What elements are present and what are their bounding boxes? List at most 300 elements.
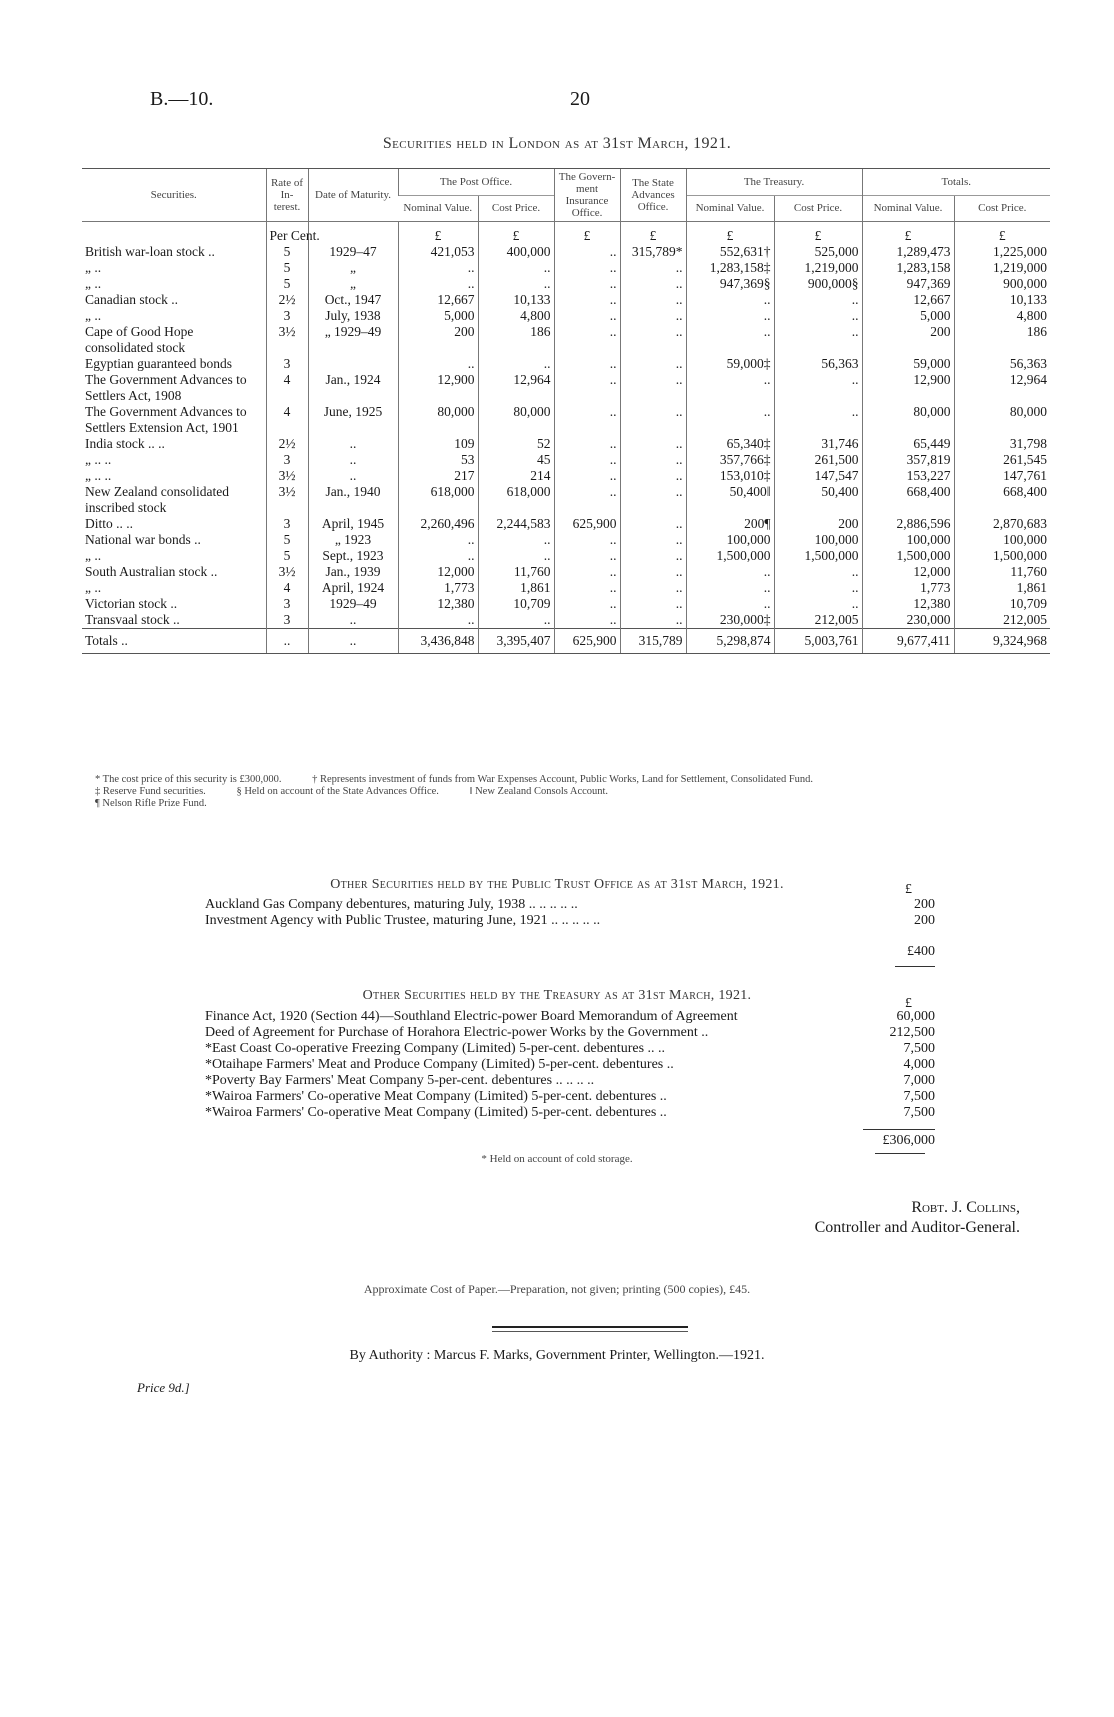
cell-date: .. xyxy=(308,436,398,452)
col-date: Date of Maturity. xyxy=(308,169,398,222)
cell-tot-nom: 12,000 xyxy=(862,564,954,580)
cell-tot-nom: 200 xyxy=(862,324,954,356)
cell-date xyxy=(308,356,398,372)
cell-po-cost: 10,709 xyxy=(478,596,554,612)
cell-tot-nom: 5,000 xyxy=(862,308,954,324)
unit-po-nom: £ xyxy=(398,222,478,245)
cell-po-cost: .. xyxy=(478,548,554,564)
cell-tr-nom: .. xyxy=(686,596,774,612)
cell-gio: .. xyxy=(554,292,620,308)
cell-tr-nom: 230,000‡ xyxy=(686,612,774,629)
list-item-amount: 7,500 xyxy=(903,1105,935,1120)
cell-po-nom: 12,000 xyxy=(398,564,478,580)
cell-sao: .. xyxy=(620,260,686,276)
footnote-star: * The cost price of this security is £300,000. xyxy=(95,774,282,785)
treasury-total-rule-top xyxy=(863,1129,935,1130)
cell-po-nom: 12,900 xyxy=(398,372,478,404)
securities-table xyxy=(82,168,1050,654)
table-row xyxy=(82,564,1050,580)
cell-po-nom: 109 xyxy=(398,436,478,452)
cell-tr-nom: 100,000 xyxy=(686,532,774,548)
cell-tr-nom: .. xyxy=(686,308,774,324)
cell-sao: .. xyxy=(620,276,686,292)
cell-po-cost: 3,395,407 xyxy=(478,629,554,654)
cell-date: July, 1938 xyxy=(308,308,398,324)
table-row xyxy=(82,436,1050,452)
cell-name: „ .. .. xyxy=(85,468,112,483)
cell-date: April, 1924 xyxy=(308,580,398,596)
cell-gio: .. xyxy=(554,452,620,468)
cell-gio: .. xyxy=(554,308,620,324)
unit-po-cost: £ xyxy=(478,222,554,245)
list-item-amount: 60,000 xyxy=(896,1009,935,1024)
cell-rate: 4 xyxy=(266,372,308,404)
cell-tr-cost: 50,400 xyxy=(774,484,862,516)
cell-date: Oct., 1947 xyxy=(308,292,398,308)
cell-tot-cost: 10,133 xyxy=(954,292,1050,308)
footnote-line-3 xyxy=(95,798,1045,810)
cell-tr-cost: .. xyxy=(774,580,862,596)
cell-po-nom: 217 xyxy=(398,468,478,484)
cell-tot-nom: 1,500,000 xyxy=(862,548,954,564)
cell-name: Totals .. xyxy=(82,629,266,654)
cell-date: .. xyxy=(308,452,398,468)
footnote-line-2 xyxy=(95,786,1045,798)
cell-tot-cost: 56,363 xyxy=(954,356,1050,372)
cell-po-nom: .. xyxy=(398,612,478,629)
cell-gio: .. xyxy=(554,324,620,356)
public-trust-total-rule xyxy=(895,966,935,967)
signature-name: Robt. J. Collins, xyxy=(911,1199,1020,1216)
list-item-amount: 200 xyxy=(914,897,935,912)
cell-po-nom: 200 xyxy=(398,324,478,356)
cell-name: National war bonds .. xyxy=(85,532,201,547)
list-item xyxy=(205,913,935,929)
table-row xyxy=(82,468,1050,484)
cell-tr-cost: 1,500,000 xyxy=(774,548,862,564)
cell-tot-cost: 147,761 xyxy=(954,468,1050,484)
public-trust-list xyxy=(205,897,935,929)
cell-po-nom: .. xyxy=(398,276,478,292)
cell-po-nom: 80,000 xyxy=(398,404,478,436)
footnote-section: § Held on account of the State Advances Office. xyxy=(236,786,439,797)
cell-rate: 3 xyxy=(266,452,308,468)
list-item-desc: Auckland Gas Company debentures, maturing July, 1938 .. .. .. .. .. xyxy=(205,897,578,912)
col-po-nominal: Nominal Value. xyxy=(398,195,478,222)
cell-po-cost: 618,000 xyxy=(478,484,554,516)
cell-po-cost: 11,760 xyxy=(478,564,554,580)
cell-po-nom: 2,260,496 xyxy=(398,516,478,532)
cell-tot-cost: 1,500,000 xyxy=(954,548,1050,564)
cell-tr-nom: 1,500,000 xyxy=(686,548,774,564)
cell-tot-cost: 12,964 xyxy=(954,372,1050,404)
cell-tot-cost: 100,000 xyxy=(954,532,1050,548)
cell-rate: 3½ xyxy=(266,324,308,356)
cell-po-cost: 45 xyxy=(478,452,554,468)
cell-tr-nom: 357,766‡ xyxy=(686,452,774,468)
cell-po-cost: 214 xyxy=(478,468,554,484)
cell-name: „ .. xyxy=(85,276,102,291)
list-item xyxy=(205,897,935,913)
cell-po-cost: 400,000 xyxy=(478,244,554,260)
cell-tr-cost: .. xyxy=(774,596,862,612)
cell-name: Egyptian guaranteed bonds xyxy=(85,356,232,371)
public-trust-total: £400 xyxy=(907,944,935,959)
cell-tr-cost: 56,363 xyxy=(774,356,862,372)
list-item-desc: *Otaihape Farmers' Meat and Produce Company (Limited) 5-per-cent. debentures .. xyxy=(205,1057,674,1072)
cell-tr-nom: 5,298,874 xyxy=(686,629,774,654)
col-tr-nominal: Nominal Value. xyxy=(686,195,774,222)
cell-sao: .. xyxy=(620,612,686,629)
cell-gio: .. xyxy=(554,276,620,292)
cell-tot-cost: 1,861 xyxy=(954,580,1050,596)
col-treasury: The Treasury. xyxy=(686,169,862,196)
cell-tot-cost: 80,000 xyxy=(954,404,1050,436)
cell-tr-cost: 147,547 xyxy=(774,468,862,484)
cell-rate: 4 xyxy=(266,404,308,436)
cell-date: „ 1923 xyxy=(308,532,398,548)
cell-tot-nom: 230,000 xyxy=(862,612,954,629)
cell-gio: .. xyxy=(554,484,620,516)
cell-gio: .. xyxy=(554,260,620,276)
cell-tr-nom: .. xyxy=(686,292,774,308)
cell-rate: 3 xyxy=(266,596,308,612)
cell-tr-nom: .. xyxy=(686,324,774,356)
cell-po-nom: 53 xyxy=(398,452,478,468)
cell-tot-nom: 59,000 xyxy=(862,356,954,372)
cell-po-nom: .. xyxy=(398,260,478,276)
cell-tot-nom: 12,667 xyxy=(862,292,954,308)
col-state-advances: The State Advances Office. xyxy=(620,169,686,222)
table-row xyxy=(82,372,1050,404)
list-item-amount: 212,500 xyxy=(889,1025,935,1040)
cell-po-cost: 52 xyxy=(478,436,554,452)
cell-sao: 315,789* xyxy=(620,244,686,260)
cell-name: „ .. xyxy=(85,548,102,563)
cell-tot-nom: 153,227 xyxy=(862,468,954,484)
col-rate: Rate of In- terest. xyxy=(266,169,308,222)
cell-po-nom: 3,436,848 xyxy=(398,629,478,654)
cell-sao: .. xyxy=(620,580,686,596)
cell-po-cost: .. xyxy=(478,276,554,292)
cell-po-nom: 421,053 xyxy=(398,244,478,260)
cell-rate: 3 xyxy=(266,516,308,532)
cell-tot-cost: 186 xyxy=(954,324,1050,356)
cell-tr-nom: .. xyxy=(686,580,774,596)
cell-gio: .. xyxy=(554,548,620,564)
table-row xyxy=(82,260,1050,276)
cell-tr-nom: .. xyxy=(686,372,774,404)
cell-rate: 3 xyxy=(266,356,308,372)
cell-po-cost: .. xyxy=(478,260,554,276)
cell-po-cost: .. xyxy=(478,356,554,372)
cell-date: June, 1925 xyxy=(308,404,398,436)
cell-rate: 5 xyxy=(266,260,308,276)
cell-tot-cost: 2,870,683 xyxy=(954,516,1050,532)
list-item-amount: 7,500 xyxy=(903,1041,935,1056)
cell-date: April, 1945 xyxy=(308,516,398,532)
cell-name: New Zealand consolidated inscribed stock xyxy=(85,484,229,515)
table-row xyxy=(82,612,1050,629)
cell-tot-nom: 65,449 xyxy=(862,436,954,452)
footnote-para: ‖ New Zealand Consols Account. xyxy=(469,786,609,797)
cell-sao: .. xyxy=(620,516,686,532)
list-item-desc: Finance Act, 1920 (Section 44)—Southland Electric-power Board Memorandum of Agreement xyxy=(205,1009,738,1024)
cell-name: „ .. xyxy=(85,308,102,323)
cell-sao: .. xyxy=(620,404,686,436)
price-note: Price 9d.] xyxy=(137,1380,190,1395)
cell-tr-nom: .. xyxy=(686,564,774,580)
cell-tot-nom: 9,677,411 xyxy=(862,629,954,654)
cell-tot-nom: 1,773 xyxy=(862,580,954,596)
cell-rate: 5 xyxy=(266,548,308,564)
cell-po-cost: 2,244,583 xyxy=(478,516,554,532)
cell-tot-cost: 212,005 xyxy=(954,612,1050,629)
footnote-line-1 xyxy=(95,774,1045,786)
cell-sao: .. xyxy=(620,324,686,356)
cell-name: „ .. xyxy=(85,580,102,595)
cell-name: Canadian stock .. xyxy=(85,292,178,307)
cell-sao: .. xyxy=(620,308,686,324)
table-row xyxy=(82,244,1050,260)
table-row xyxy=(82,596,1050,612)
list-item xyxy=(205,1089,935,1105)
cell-tot-cost: 900,000 xyxy=(954,276,1050,292)
cell-po-nom: .. xyxy=(398,548,478,564)
cell-sao: .. xyxy=(620,564,686,580)
cell-tot-nom: 80,000 xyxy=(862,404,954,436)
table-row xyxy=(82,484,1050,516)
cell-gio: 625,900 xyxy=(554,629,620,654)
cell-tr-cost: 100,000 xyxy=(774,532,862,548)
cell-tr-cost: .. xyxy=(774,292,862,308)
cell-sao: .. xyxy=(620,596,686,612)
cell-rate: 3½ xyxy=(266,564,308,580)
printer-authority: By Authority : Marcus F. Marks, Government Printer, Wellington.—1921. xyxy=(349,1348,765,1363)
unit-sao: £ xyxy=(620,222,686,245)
cell-tot-nom: 357,819 xyxy=(862,452,954,468)
list-item xyxy=(205,1025,935,1041)
cell-tot-nom: 947,369 xyxy=(862,276,954,292)
table-row xyxy=(82,548,1050,564)
cell-date: 1929–49 xyxy=(308,596,398,612)
cell-name: The Government Advances to Settlers Extension Act, 1901 xyxy=(85,404,247,435)
public-trust-title: Other Securities held by the Public Trust Office as at 31st March, 1921. xyxy=(330,877,784,892)
cell-tot-cost: 1,219,000 xyxy=(954,260,1050,276)
table-row xyxy=(82,516,1050,532)
cell-tr-cost: .. xyxy=(774,404,862,436)
cell-tot-nom: 12,380 xyxy=(862,596,954,612)
table-row xyxy=(82,580,1050,596)
cell-name: India stock .. .. xyxy=(85,436,165,451)
cell-tot-nom: 668,400 xyxy=(862,484,954,516)
cell-rate: 3½ xyxy=(266,468,308,484)
cell-tot-cost: 4,800 xyxy=(954,308,1050,324)
signature-title: Controller and Auditor-General. xyxy=(814,1219,1020,1236)
list-item-desc: *East Coast Co-operative Freezing Company (Limited) 5-per-cent. debentures .. .. xyxy=(205,1041,666,1056)
cell-gio: .. xyxy=(554,596,620,612)
cell-po-nom: 12,380 xyxy=(398,596,478,612)
list-item-desc: *Wairoa Farmers' Co-operative Meat Company (Limited) 5-per-cent. debentures .. xyxy=(205,1105,667,1120)
cell-gio: .. xyxy=(554,356,620,372)
public-trust-currency: £ xyxy=(905,882,912,897)
treasury-title: Other Securities held by the Treasury as at 31st March, 1921. xyxy=(362,988,752,1003)
cell-date: Jan., 1939 xyxy=(308,564,398,580)
table-row xyxy=(82,404,1050,436)
cell-name: Victorian stock .. xyxy=(85,596,178,611)
cell-rate: 3 xyxy=(266,612,308,629)
unit-blank xyxy=(82,222,266,245)
footnote-pilcrow: ¶ Nelson Rifle Prize Fund. xyxy=(95,798,207,809)
cell-sao: .. xyxy=(620,292,686,308)
cell-rate: 5 xyxy=(266,244,308,260)
treasury-total: £306,000 xyxy=(882,1133,935,1148)
cell-name: South Australian stock .. xyxy=(85,564,218,579)
cell-po-cost: 186 xyxy=(478,324,554,356)
cell-date: Jan., 1924 xyxy=(308,372,398,404)
cell-gio: .. xyxy=(554,580,620,596)
cell-tot-nom: 12,900 xyxy=(862,372,954,404)
footnote-ddagger: ‡ Reserve Fund securities. xyxy=(95,786,206,797)
cell-gio: .. xyxy=(554,404,620,436)
list-item-amount: 200 xyxy=(914,913,935,928)
table-row xyxy=(82,356,1050,372)
cell-po-cost: .. xyxy=(478,612,554,629)
col-tot-cost: Cost Price. xyxy=(954,195,1050,222)
footnotes xyxy=(95,774,1045,810)
cell-sao: .. xyxy=(620,436,686,452)
cell-tot-cost: 9,324,968 xyxy=(954,629,1050,654)
cell-tr-cost: 212,005 xyxy=(774,612,862,629)
table-row xyxy=(82,292,1050,308)
unit-rate: Per Cent. xyxy=(266,222,308,245)
table-row xyxy=(82,308,1050,324)
list-item-amount: 4,000 xyxy=(903,1057,935,1072)
cell-po-cost: 10,133 xyxy=(478,292,554,308)
cell-tr-cost: 1,219,000 xyxy=(774,260,862,276)
cell-gio: .. xyxy=(554,564,620,580)
cell-name: British war-loan stock .. xyxy=(85,244,215,259)
cell-tr-cost: 200 xyxy=(774,516,862,532)
cell-date: „ xyxy=(308,276,398,292)
treasury-list xyxy=(205,1009,935,1121)
col-post-office: The Post Office. xyxy=(398,169,554,196)
cell-date: 1929–47 xyxy=(308,244,398,260)
cell-po-nom: 5,000 xyxy=(398,308,478,324)
cell-date: .. xyxy=(308,629,398,654)
cell-po-nom: .. xyxy=(398,532,478,548)
cell-date: .. xyxy=(308,468,398,484)
list-item xyxy=(205,1009,935,1025)
cell-date: „ 1929–49 xyxy=(308,324,398,356)
cell-tot-nom: 1,289,473 xyxy=(862,244,954,260)
cell-tr-nom: 50,400‖ xyxy=(686,484,774,516)
cell-tr-cost: .. xyxy=(774,372,862,404)
cell-gio: .. xyxy=(554,468,620,484)
cell-tr-nom: 552,631† xyxy=(686,244,774,260)
cell-tr-nom: 947,369§ xyxy=(686,276,774,292)
cell-po-nom: .. xyxy=(398,356,478,372)
cell-sao: .. xyxy=(620,484,686,516)
cell-po-nom: 1,773 xyxy=(398,580,478,596)
cell-gio: .. xyxy=(554,436,620,452)
cell-tot-cost: 668,400 xyxy=(954,484,1050,516)
list-item xyxy=(205,1057,935,1073)
cell-rate: 5 xyxy=(266,276,308,292)
cell-tot-cost: 10,709 xyxy=(954,596,1050,612)
cell-po-nom: 618,000 xyxy=(398,484,478,516)
cell-rate: .. xyxy=(266,629,308,654)
list-item-desc: Investment Agency with Public Trustee, maturing June, 1921 .. .. .. .. .. xyxy=(205,913,601,928)
cell-sao: .. xyxy=(620,468,686,484)
cell-tot-cost: 31,798 xyxy=(954,436,1050,452)
unit-row xyxy=(82,222,1050,245)
cell-tr-nom: 1,283,158‡ xyxy=(686,260,774,276)
unit-date xyxy=(308,222,398,245)
list-item-desc: Deed of Agreement for Purchase of Horahora Electric-power Works by the Government .. xyxy=(205,1025,709,1040)
list-item xyxy=(205,1073,935,1089)
table-row xyxy=(82,532,1050,548)
cell-po-cost: 4,800 xyxy=(478,308,554,324)
cell-gio: .. xyxy=(554,244,620,260)
cell-tot-cost: 1,225,000 xyxy=(954,244,1050,260)
cell-name: „ .. xyxy=(85,260,102,275)
col-tot-nominal: Nominal Value. xyxy=(862,195,954,222)
cell-po-cost: 1,861 xyxy=(478,580,554,596)
cell-gio: .. xyxy=(554,532,620,548)
cell-date: „ xyxy=(308,260,398,276)
footnote-dagger: † Represents investment of funds from War Expenses Account, Public Works, Land for Settlement, Consolidated Fund. xyxy=(312,774,814,785)
cell-tr-cost: 525,000 xyxy=(774,244,862,260)
col-securities: Securities. xyxy=(82,169,266,222)
cell-tot-cost: 261,545 xyxy=(954,452,1050,468)
col-totals: Totals. xyxy=(862,169,1050,196)
page-number: 20 xyxy=(570,88,590,110)
cell-sao: .. xyxy=(620,548,686,564)
cell-sao: .. xyxy=(620,356,686,372)
list-item xyxy=(205,1105,935,1121)
cell-rate: 4 xyxy=(266,580,308,596)
cell-rate: 5 xyxy=(266,532,308,548)
list-item xyxy=(205,1041,935,1057)
treasury-note: * Held on account of cold storage. xyxy=(481,1153,633,1165)
list-item-desc: *Poverty Bay Farmers' Meat Company 5-per-cent. debentures .. .. .. .. xyxy=(205,1073,595,1088)
cell-tr-cost: 900,000§ xyxy=(774,276,862,292)
cell-date: .. xyxy=(308,612,398,629)
cell-tr-nom: 153,010‡ xyxy=(686,468,774,484)
cell-sao: .. xyxy=(620,372,686,404)
cell-rate: 2½ xyxy=(266,436,308,452)
table-row xyxy=(82,452,1050,468)
cell-name: „ .. .. xyxy=(85,452,112,467)
cell-tr-cost: .. xyxy=(774,564,862,580)
approximate-cost: Approximate Cost of Paper.—Preparation, not given; printing (500 copies), £45. xyxy=(363,1282,751,1296)
cell-gio: .. xyxy=(554,612,620,629)
cell-rate: 3½ xyxy=(266,484,308,516)
cell-po-cost: .. xyxy=(478,532,554,548)
cell-tr-cost: 31,746 xyxy=(774,436,862,452)
cell-date: Jan., 1940 xyxy=(308,484,398,516)
unit-tr-nom: £ xyxy=(686,222,774,245)
cell-po-nom: 12,667 xyxy=(398,292,478,308)
table-row xyxy=(82,276,1050,292)
cell-rate: 3 xyxy=(266,308,308,324)
unit-tr-cost: £ xyxy=(774,222,862,245)
cell-tr-nom: 200¶ xyxy=(686,516,774,532)
cell-rate: 2½ xyxy=(266,292,308,308)
signature xyxy=(720,1198,1020,1238)
col-po-cost: Cost Price. xyxy=(478,195,554,222)
